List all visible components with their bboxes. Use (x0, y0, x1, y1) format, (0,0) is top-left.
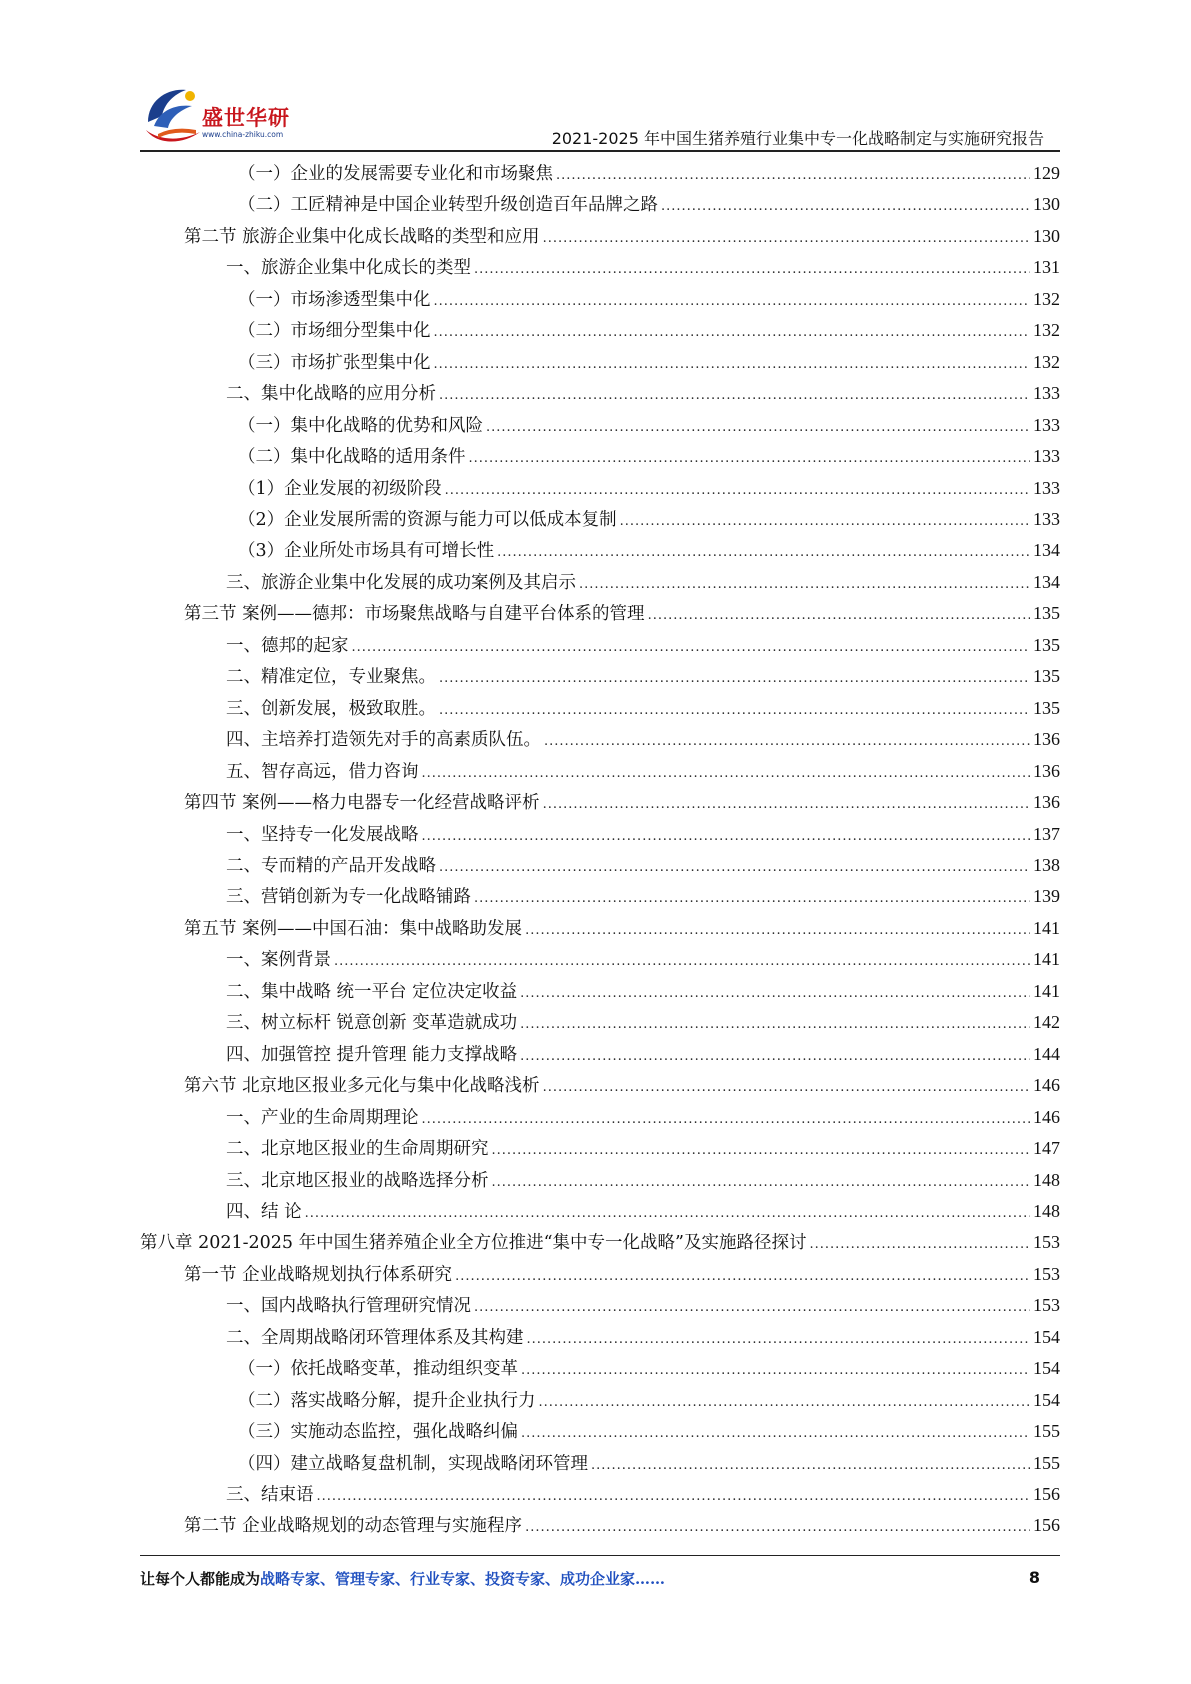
toc-page-number: 154 (1033, 1389, 1060, 1410)
toc-page-number: 135 (1033, 634, 1060, 655)
toc-entry-title: 第六节 北京地区报业多元化与集中化战略浅析 (184, 1076, 540, 1097)
toc-page-number: 156 (1033, 1515, 1060, 1536)
toc-page-number: 133 (1033, 383, 1060, 404)
toc-page-number: 129 (1033, 163, 1060, 183)
toc-entry-title: 二、北京地区报业的生命周期研究 (226, 1139, 489, 1160)
toc-page-number: 141 (1033, 949, 1060, 970)
logo-swoosh-icon (140, 82, 204, 148)
toc-entry[interactable] (140, 1481, 1060, 1512)
toc-entry-title: 三、树立标杆 锐意创新 变革造就成功 (226, 1013, 518, 1034)
toc-entry[interactable] (140, 1104, 1060, 1135)
toc-dot-leader (648, 608, 1030, 623)
page-footer (140, 1568, 1040, 1598)
toc-page-number: 153 (1033, 1263, 1060, 1284)
toc-dot-leader (525, 1520, 1030, 1535)
toc-dot-leader (317, 1489, 1031, 1504)
toc-entry-title: 第三节 案例——德邦：市场聚焦战略与自建平台体系的管理 (184, 604, 645, 625)
toc-entry-title: 三、创新发展，极致取胜。 (226, 698, 436, 719)
footer-slogan-lead: 让每个人都能成为 (140, 1570, 261, 1588)
toc-dot-leader (474, 262, 1030, 277)
toc-entry-title: 四、主培养打造领先对手的高素质队伍。 (226, 730, 541, 751)
toc-entry[interactable] (140, 1292, 1060, 1323)
toc-entry-title: 四、加强管控 提升管理 能力支撑战略 (226, 1044, 518, 1065)
toc-dot-leader (539, 1395, 1031, 1410)
toc-entry[interactable] (140, 1135, 1060, 1166)
header-divider (140, 150, 1060, 152)
toc-entry[interactable] (140, 1418, 1060, 1449)
toc-page-number: 141 (1033, 980, 1060, 1001)
toc-dot-leader (543, 1080, 1030, 1095)
toc-entry[interactable] (140, 1355, 1060, 1386)
toc-entry[interactable] (140, 254, 1060, 285)
toc-entry-title: （一）依托战略变革，推动组织变革 (238, 1359, 518, 1380)
page-header (140, 82, 1060, 148)
toc-dot-leader (334, 954, 1030, 969)
toc-dot-leader (492, 1143, 1031, 1158)
toc-entry[interactable] (140, 915, 1060, 946)
toc-dot-leader (445, 483, 1030, 498)
toc-entry[interactable] (140, 443, 1060, 474)
toc-entry[interactable] (140, 191, 1060, 222)
toc-page-number: 144 (1033, 1043, 1060, 1064)
toc-entry[interactable] (140, 1167, 1060, 1198)
toc-entry-title: （3）企业所处市场具有可增长性 (238, 541, 495, 562)
toc-entry-title: 三、营销创新为专一化战略铺路 (226, 887, 471, 908)
toc-entry[interactable] (140, 695, 1060, 726)
toc-entry[interactable] (140, 1198, 1060, 1229)
toc-entry[interactable] (140, 789, 1060, 820)
toc-entry[interactable] (140, 1229, 1060, 1260)
toc-page-number: 132 (1033, 288, 1060, 309)
footer-slogan-roles: 战略专家、管理专家、行业专家、投资专家、成功企业家…… (260, 1570, 666, 1588)
toc-dot-leader (661, 199, 1030, 214)
footer-divider (140, 1555, 1060, 1556)
toc-page-number: 141 (1033, 917, 1060, 938)
toc-entry-title: 第二节 旅游企业集中化成长战略的类型和应用 (184, 226, 540, 247)
page-number: 8 (1028, 1568, 1040, 1587)
toc-dot-leader (439, 860, 1030, 875)
toc-page-number: 146 (1033, 1075, 1060, 1096)
toc-entry-title: 二、集中战略 统一平台 定位决定收益 (226, 981, 518, 1002)
toc-dot-leader (520, 1017, 1030, 1032)
toc-entry-title: 一、产业的生命周期理论 (226, 1107, 419, 1128)
toc-entry[interactable] (140, 380, 1060, 411)
toc-entry-title: 第四节 案例——格力电器专一化经营战略评析 (184, 793, 540, 814)
toc-dot-leader (591, 1458, 1030, 1473)
toc-entry[interactable] (140, 506, 1060, 537)
toc-dot-leader (469, 451, 1031, 466)
toc-entry-title: 二、集中化战略的应用分析 (226, 384, 436, 405)
toc-dot-leader (521, 1363, 1030, 1378)
toc-dot-leader (434, 294, 1031, 309)
toc-page-number: 147 (1033, 1138, 1060, 1159)
toc-dot-leader (521, 1426, 1030, 1441)
toc-page-number: 154 (1033, 1326, 1060, 1347)
toc-entry-title: （三）实施动态监控，强化战略纠偏 (238, 1422, 518, 1443)
toc-dot-leader (620, 514, 1030, 529)
toc-entry[interactable] (140, 1324, 1060, 1355)
toc-page-number: 136 (1033, 760, 1060, 781)
toc-dot-leader (422, 1112, 1031, 1127)
toc-page-number: 135 (1033, 603, 1060, 624)
toc-entry-title: 四、结 论 (226, 1201, 302, 1222)
toc-entry-title: （一）市场渗透型集中化 (238, 289, 431, 310)
toc-entry-title: 二、全周期战略闭环管理体系及其构建 (226, 1327, 524, 1348)
toc-entry-title: （三）市场扩张型集中化 (238, 352, 431, 373)
toc-entry[interactable] (140, 600, 1060, 631)
toc-page-number: 130 (1033, 225, 1060, 246)
toc-entry-title: 一、旅游企业集中化成长的类型 (226, 258, 471, 279)
toc-page-number: 148 (1033, 1200, 1060, 1221)
toc-entry-title: 二、专而精的产品开发战略 (226, 855, 436, 876)
toc-dot-leader (579, 577, 1030, 592)
toc-entry[interactable] (140, 1450, 1060, 1481)
toc-page-number: 130 (1033, 194, 1060, 215)
toc-entry[interactable] (140, 1041, 1060, 1072)
toc-page-number: 139 (1033, 886, 1060, 907)
toc-dot-leader (434, 325, 1031, 340)
toc-page-number: 131 (1033, 257, 1060, 278)
toc-page-number: 133 (1033, 508, 1060, 529)
toc-entry-title: 一、案例背景 (226, 950, 331, 971)
toc-dot-leader (556, 168, 1030, 183)
toc-entry[interactable] (140, 160, 1060, 191)
toc-page-number: 134 (1033, 540, 1060, 561)
toc-entry[interactable] (140, 537, 1060, 568)
toc-page-number: 142 (1033, 1012, 1060, 1033)
toc-entry[interactable] (140, 223, 1060, 254)
toc-entry[interactable] (140, 412, 1060, 443)
toc-entry[interactable] (140, 978, 1060, 1009)
toc-dot-leader (474, 891, 1030, 906)
toc-entry[interactable] (140, 663, 1060, 694)
toc-dot-leader (486, 420, 1030, 435)
toc-dot-leader (497, 545, 1030, 560)
toc-page-number: 133 (1033, 446, 1060, 467)
toc-entry-title: （二）工匠精神是中国企业转型升级创造百年品牌之路 (238, 195, 658, 216)
toc-dot-leader (439, 671, 1030, 686)
toc-dot-leader (439, 703, 1030, 718)
toc-entry-title: （1）企业发展的初级阶段 (238, 478, 442, 499)
toc-entry-title: 二、精准定位，专业聚焦。 (226, 667, 436, 688)
toc-entry-title: 第一节 企业战略规划执行体系研究 (184, 1264, 453, 1285)
toc-entry[interactable] (140, 726, 1060, 757)
toc-page-number: 137 (1033, 823, 1060, 844)
toc-dot-leader (305, 1206, 1030, 1221)
toc-dot-leader (434, 357, 1031, 372)
toc-entry-title: 第二节 企业战略规划的动态管理与实施程序 (184, 1516, 523, 1537)
toc-entry[interactable] (140, 632, 1060, 663)
toc-entry-title: （一）企业的发展需要专业化和市场聚焦 (238, 164, 553, 184)
toc-entry-title: （二）落实战略分解，提升企业执行力 (238, 1390, 536, 1411)
toc-dot-leader (543, 231, 1030, 246)
toc-page-number: 135 (1033, 697, 1060, 718)
toc-dot-leader (810, 1237, 1030, 1252)
toc-entry[interactable] (140, 569, 1060, 600)
toc-page-number: 146 (1033, 1106, 1060, 1127)
toc-dot-leader (520, 1049, 1030, 1064)
toc-entry-title: （一）集中化战略的优势和风险 (238, 415, 483, 436)
toc-page-number: 138 (1033, 854, 1060, 875)
toc-entry-title: 第五节 案例——中国石油：集中战略助发展 (184, 918, 523, 939)
toc-page-number: 153 (1033, 1232, 1060, 1253)
toc-entry-title: 第八章 2021-2025 年中国生猪养殖企业全方位推进“集中专一化战略”及实施路径探讨 (140, 1233, 807, 1254)
toc-entry[interactable] (140, 1009, 1060, 1040)
toc-dot-leader (492, 1175, 1031, 1190)
toc-entry-title: （四）建立战略复盘机制，实现战略闭环管理 (238, 1453, 588, 1474)
toc-dot-leader (422, 829, 1031, 844)
company-logo (140, 82, 340, 148)
toc-entry-title: （二）市场细分型集中化 (238, 321, 431, 342)
toc-dot-leader (520, 986, 1030, 1001)
toc-dot-leader (352, 640, 1031, 655)
toc-entry-title: 一、国内战略执行管理研究情况 (226, 1296, 471, 1317)
toc-entry[interactable] (140, 286, 1060, 317)
toc-entry-title: 一、坚持专一化发展战略 (226, 824, 419, 845)
toc-page-number: 132 (1033, 351, 1060, 372)
toc-dot-leader (543, 797, 1030, 812)
toc-entry[interactable] (140, 1512, 1060, 1543)
toc-entry[interactable] (140, 758, 1060, 789)
toc-entry-title: 一、德邦的起家 (226, 635, 349, 656)
toc-dot-leader (455, 1269, 1030, 1284)
toc-page-number: 135 (1033, 666, 1060, 687)
toc-entry[interactable] (140, 1072, 1060, 1103)
toc-entry-title: 三、旅游企业集中化发展的成功案例及其启示 (226, 572, 576, 593)
toc-dot-leader (525, 923, 1030, 938)
toc-dot-leader (439, 388, 1030, 403)
toc-page-number: 136 (1033, 729, 1060, 750)
toc-dot-leader (527, 1332, 1031, 1347)
toc-page-number: 134 (1033, 571, 1060, 592)
toc-entry[interactable] (140, 852, 1060, 883)
toc-entry[interactable] (140, 1387, 1060, 1418)
logo-name: 盛世华研 (202, 106, 290, 130)
toc-page-number: 155 (1033, 1421, 1060, 1442)
toc-page-number: 154 (1033, 1358, 1060, 1379)
toc-entry-title: 三、结束语 (226, 1485, 314, 1506)
toc-page-number: 148 (1033, 1169, 1060, 1190)
toc-page-number: 133 (1033, 477, 1060, 498)
toc-page-number: 153 (1033, 1295, 1060, 1316)
toc-page-number: 156 (1033, 1484, 1060, 1505)
toc-entry-title: 三、北京地区报业的战略选择分析 (226, 1170, 489, 1191)
toc-entry-title: （二）集中化战略的适用条件 (238, 447, 466, 468)
toc-entry-title: 五、智存高远，借力咨询 (226, 761, 419, 782)
toc-entry[interactable] (140, 821, 1060, 852)
table-of-contents (140, 160, 1060, 1544)
toc-page-number: 136 (1033, 792, 1060, 813)
toc-dot-leader (544, 734, 1030, 749)
toc-entry-title: （2）企业发展所需的资源与能力可以低成本复制 (238, 509, 617, 530)
toc-dot-leader (422, 766, 1031, 781)
toc-page-number: 155 (1033, 1452, 1060, 1473)
logo-url: www.china-zhiku.com (202, 130, 284, 139)
toc-entry[interactable] (140, 946, 1060, 977)
toc-entry[interactable] (140, 883, 1060, 914)
toc-entry[interactable] (140, 349, 1060, 380)
toc-entry[interactable] (140, 317, 1060, 348)
toc-page-number: 132 (1033, 320, 1060, 341)
toc-dot-leader (474, 1300, 1030, 1315)
report-title: 2021-2025 年中国生猪养殖行业集中专一化战略制定与实施研究报告 (551, 129, 1044, 148)
toc-entry[interactable] (140, 475, 1060, 506)
toc-entry[interactable] (140, 1261, 1060, 1292)
toc-page-number: 133 (1033, 414, 1060, 435)
